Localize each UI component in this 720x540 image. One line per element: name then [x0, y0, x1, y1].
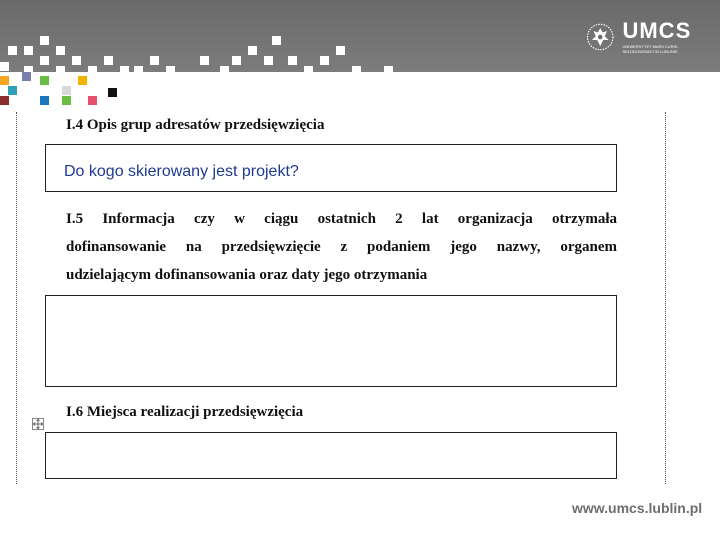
section-heading-i6: I.6 Miejsca realizacji przedsięwzięcia [66, 404, 304, 420]
section-paragraph-i5 [66, 205, 617, 289]
left-margin-line [16, 112, 17, 484]
footer-url[interactable]: www.umcs.lublin.pl [572, 500, 703, 516]
right-margin-line [665, 112, 666, 484]
answer-box-i4[interactable] [45, 144, 617, 192]
paragraph-line: dofinansowanie na przedsięwzięcie z podaniem jego nazwy, organem [66, 239, 617, 255]
eagle-emblem-icon [586, 17, 614, 57]
table-move-handle-icon[interactable] [32, 418, 44, 430]
paragraph-line: I.5 Informacja czy w ciągu ostatnich 2 lat organizacja otrzymała [66, 211, 617, 227]
logo-title: UMCS [622, 18, 692, 43]
section-heading-i4: I.4 Opis grup adresatów przedsięwzięcia [66, 117, 325, 133]
umcs-logo [586, 14, 706, 60]
paragraph-line: udzielającym dofinansowania oraz daty jego otrzymania [66, 267, 428, 283]
answer-box-i5[interactable] [45, 295, 617, 387]
answer-box-text: Do kogo skierowany jest projekt? [64, 163, 299, 180]
answer-box-i6[interactable] [45, 432, 617, 479]
logo-subtitle: UNIWERSYTET MARII CURIE-SKŁODOWSKIEJ W LUBLINIE [622, 44, 679, 54]
